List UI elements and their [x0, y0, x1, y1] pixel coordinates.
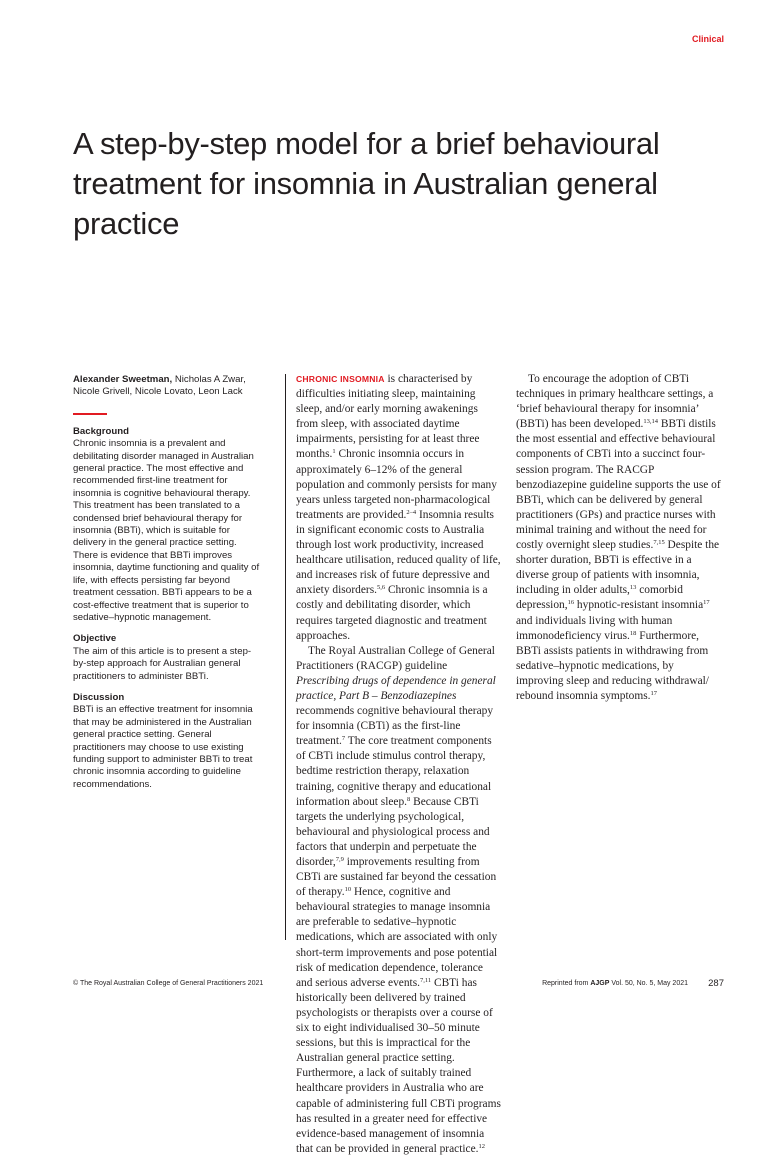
paragraph-3: [516, 372, 721, 704]
body-column-2: [516, 372, 721, 704]
body-column-1: [296, 372, 501, 1157]
red-divider: [73, 413, 107, 415]
text-run: The core treatment components of CBTi include stimulus control therapy, bedtime restriction therapy, relaxation training, cognitive therapy and educational information about sleep.: [296, 735, 492, 808]
text-run: comorbid depression,: [516, 584, 683, 612]
discussion-text: BBTi is an effective treatment for insomnia that may be administered in the Australian general practice setting. General practitioners may choose to use existing funding support to administer BBTi to treat chronic insomnia according to guideline recommendations.: [73, 704, 253, 790]
text-run: Chronic insomnia is a costly and debilitating disorder, which requires targeted diagnostic and treatment approaches.: [296, 584, 488, 642]
citation: 13,14: [643, 418, 659, 426]
text-run: and individuals living with human immonodeficiency virus.: [516, 614, 673, 642]
copyright-notice: © The Royal Australian College of General Practitioners 2021: [73, 980, 264, 987]
text-run: improvements resulting from CBTi are sustained far beyond the cessation of therapy.: [296, 856, 497, 899]
text-run: Despite the shorter duration, BBTi is effective in a diverse group of patients with insomnia, including in older adults,: [516, 539, 720, 597]
citation: 18: [629, 629, 637, 637]
citation: 17: [650, 689, 657, 697]
text-run: Chronic insomnia occurs in approximately 6–12% of the general population and commonly persists for many years unless targeted non-pharmacological treatments are provided.: [296, 448, 497, 521]
background-text: Chronic insomnia is a prevalent and debilitating disorder managed in Australian general practice. The most effective and recommended first-line treatment for insomnia is cognitive behavioural therapy. This treatment has been translated to a condensed brief behavioural therapy for insomnia (BBTi), which is suitable for delivery in the general practice setting. There is evidence that BBTi improves insomnia, daytime functioning and quality of life, with effects persisting far beyond treatment cessation. BBTi appears to be a cost-effective treatment that is superior to sedative–hypnotic management.: [73, 438, 260, 623]
citation: 8: [407, 795, 411, 803]
citation: 7,11: [420, 976, 432, 984]
text-run: hypnotic-resistant insomnia: [574, 599, 704, 612]
citation: 10: [344, 886, 352, 894]
discussion-heading: Discussion: [73, 691, 125, 703]
citation: 5,6: [376, 584, 386, 592]
citation: 1: [332, 448, 336, 456]
citation: 17: [703, 599, 710, 607]
text-run: CBTi has historically been delivered by trained psychologists or therapists over a course of six to eight individualised 30–50 minute sessions, but this is impractical for the Australian general practice setting. Furthermore, a lack of suitably trained healthcare providers in Australia who are capable of administering full CBTi programs has resulted in a greater need for effective evidence-based management of insomnia that can be provided in general practice.: [296, 976, 501, 1155]
citation: 7,15: [653, 539, 665, 547]
guideline-title: Prescribing drugs of dependence in general practice, Part B – Benzodiazepines: [296, 674, 496, 702]
text-run: Insomnia results in significant economic costs to Australia through lost work productivity, increased healthcare utilisation, reduced quality of life, and increases risk of future depressive and anxiety disorders.: [296, 508, 501, 597]
text-run: is characterised by difficulties initiating sleep, maintaining sleep, and/or early morning awakenings from sleep, with associated daytime impairments, persisting for at least three months.: [296, 373, 480, 461]
citation: 2–4: [406, 508, 417, 516]
page-number: 287: [708, 978, 724, 989]
lead-in: CHRONIC INSOMNIA: [296, 374, 385, 384]
citation: 7: [341, 735, 346, 743]
reprint-prefix: Reprinted from: [542, 980, 591, 987]
citation: 16: [567, 599, 575, 607]
text-run: Hence, cognitive and behavioural strategies to manage insomnia are preferable to sedative–hypnotic medications, which are associated with only short-term improvements and pose potential risk of medication dependence, tolerance and serious adverse events.: [296, 886, 498, 989]
background-heading: Background: [73, 425, 129, 437]
coauthors: Nicholas A Zwar, Nicole Grivell, Nicole Lovato, Leon Lack: [73, 374, 246, 398]
section-label: Clinical: [691, 34, 724, 44]
text-run: BBTi distils the most essential and effective behavioural components of CBTi into a succinct four-session program. The RACGP benzodiazepine guideline supports the use of BBTi, which can be delivered by general practitioners (GPs) and practice nurses with minimal training and without the need for costly overnight sleep studies.: [516, 418, 721, 552]
objective-text: The aim of this article is to present a step-by-step approach for Australian general practitioners to administer BBTi.: [73, 645, 252, 682]
text-run: Furthermore, BBTi assists patients in withdrawing from sedative–hypnotic medications, by improving sleep and reducing withdrawal/ rebound insomnia symptoms.: [516, 629, 709, 702]
journal-name: AJGP: [590, 980, 610, 987]
volume-info: Vol. 50, No. 5, May 2021: [609, 980, 688, 987]
lead-author: Alexander Sweetman,: [73, 374, 173, 385]
abstract-column: [73, 374, 263, 791]
article-title: A step-by-step model for a brief behavioural treatment for insomnia in Australian general practice: [73, 126, 660, 241]
journal-citation: [470, 980, 688, 987]
citation: 12: [478, 1142, 485, 1150]
text-run: The Royal Australian College of General Practitioners (RACGP) guideline: [296, 644, 495, 672]
citation: 7,9: [335, 856, 344, 863]
paragraph-2: [296, 644, 501, 1157]
text-run: To encourage the adoption of CBTi techniques in primary healthcare settings, a ‘brief behavioural therapy for insomnia’ (BBTi) has been developed.: [516, 373, 714, 431]
column-rule: [285, 374, 286, 940]
text-run: Because CBTi targets the underlying psychological, behavioural and physiological process and factors that underpin and perpetuate the disorder,: [296, 795, 490, 868]
objective-heading: Objective: [73, 633, 117, 645]
paragraph-1: [296, 372, 501, 644]
citation: 13: [629, 584, 637, 592]
author-list: [73, 374, 263, 399]
text-run: recommends cognitive behavioural therapy for insomnia (CBTi) as the first-line treatment.: [296, 705, 494, 748]
